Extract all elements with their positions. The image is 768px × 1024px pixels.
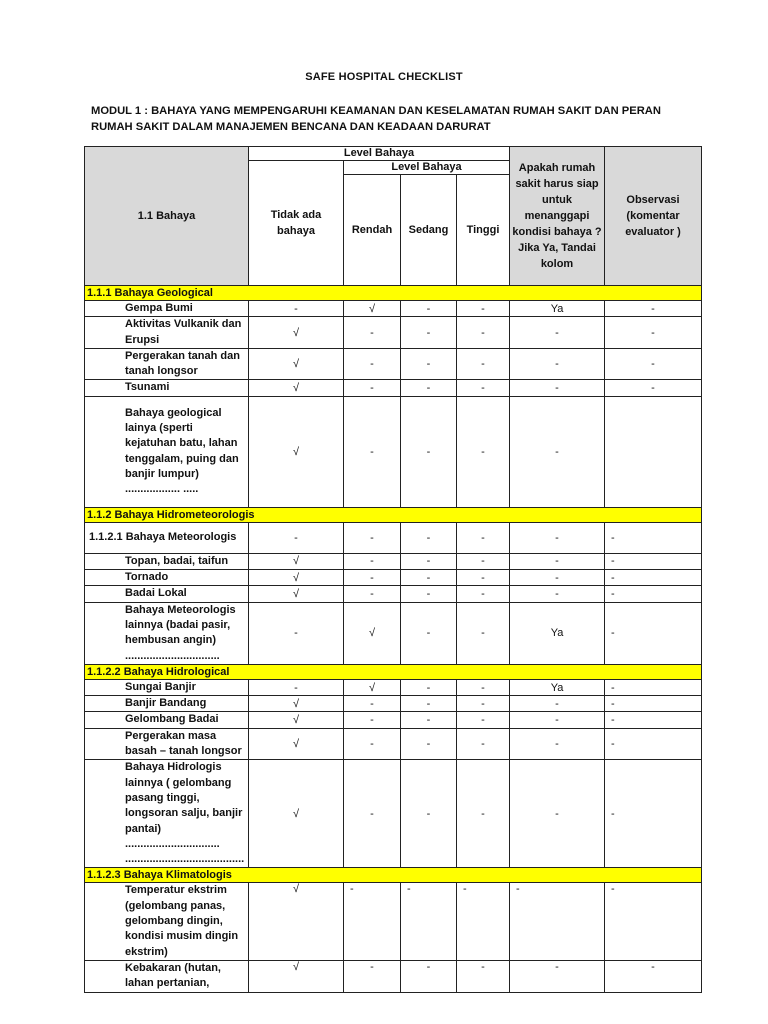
header-apakah: Apakah rumah sakit harus siap untuk menanggapi kondisi bahaya ? Jika Ya, Tandai kolom [510,147,605,286]
cell-observasi: - [605,960,702,992]
cell-tidak-ada: √ [249,396,344,507]
hazard-name: Bahaya Meteorologis lainnya (badai pasir, hembusan angin) ............................... [85,602,249,664]
cell-sedang: - [401,380,457,396]
table-row [85,679,702,695]
header-tinggi: Tinggi [457,175,510,286]
cell-tinggi: - [457,602,510,664]
table-header [85,147,702,286]
cell-tidak-ada: √ [249,586,344,602]
table-row [85,348,702,380]
section-row [85,286,702,301]
table-body [85,286,702,993]
cell-observasi: - [605,522,702,553]
cell-rendah: - [344,586,401,602]
cell-apakah: - [510,317,605,349]
cell-observasi: - [605,553,702,569]
cell-rendah: - [344,960,401,992]
cell-tinggi: - [457,728,510,760]
table-row [85,570,702,586]
cell-rendah: - [344,317,401,349]
hazard-name: Bahaya geological lainya (sperti kejatuhan batu, lahan tenggalam, puing dan banjir lumpur) .................. ..... [85,396,249,507]
section-label: 1.1.2.2 Bahaya Hidrological [85,664,702,679]
hazard-name: Aktivitas Vulkanik dan Erupsi [85,317,249,349]
hazard-name: 1.1.2.1 Bahaya Meteorologis [85,522,249,553]
cell-observasi: - [605,301,702,317]
cell-observasi: - [605,586,702,602]
table-row [85,380,702,396]
hazard-name: Topan, badai, taifun [85,553,249,569]
cell-apakah: - [510,396,605,507]
cell-observasi: - [605,570,702,586]
table-row [85,960,702,992]
cell-tinggi: - [457,380,510,396]
cell-apakah: - [510,348,605,380]
cell-tidak-ada: √ [249,960,344,992]
section-label: 1.1.2.3 Bahaya Klimatologis [85,868,702,883]
document-title: SAFE HOSPITAL CHECKLIST [305,71,463,83]
cell-observasi: - [605,728,702,760]
cell-observasi: - [605,696,702,712]
cell-observasi: - [605,760,702,868]
cell-tinggi: - [457,679,510,695]
cell-tidak-ada: √ [249,728,344,760]
cell-sedang: - [401,301,457,317]
cell-rendah: - [344,760,401,868]
cell-tidak-ada: √ [249,317,344,349]
header-level-bahaya-sub: Level Bahaya [344,161,510,175]
hazard-name: Gempa Bumi [85,301,249,317]
cell-tinggi: - [457,396,510,507]
section-row [85,868,702,883]
cell-sedang: - [401,317,457,349]
hazard-name: Pergerakan masa basah – tanah longsor [85,728,249,760]
cell-rendah: - [344,696,401,712]
cell-sedang: - [401,602,457,664]
cell-tinggi: - [457,570,510,586]
table-row [85,760,702,868]
cell-apakah: - [510,570,605,586]
header-tidak-ada: Tidak ada bahaya [249,161,344,286]
cell-sedang: - [401,348,457,380]
hazard-name: Temperatur ekstrim (gelombang panas, gelombang dingin, kondisi musim dingin ekstrim) [85,883,249,960]
header-level-bahaya: Level Bahaya [249,147,510,161]
cell-sedang: - [401,553,457,569]
table-row [85,301,702,317]
cell-sedang: - [401,760,457,868]
cell-tinggi: - [457,696,510,712]
table-row [85,586,702,602]
cell-tidak-ada: √ [249,553,344,569]
cell-tinggi: - [457,317,510,349]
cell-sedang: - [401,728,457,760]
hazard-name: Sungai Banjir [85,679,249,695]
cell-sedang: - [401,960,457,992]
header-observasi: Observasi (komentar evaluator ) [605,147,702,286]
cell-sedang: - [401,396,457,507]
cell-apakah: - [510,586,605,602]
section-row [85,664,702,679]
cell-tidak-ada: √ [249,883,344,960]
cell-tidak-ada: √ [249,760,344,868]
cell-observasi [605,396,702,507]
cell-rendah: √ [344,602,401,664]
table-row [85,696,702,712]
table-row [85,317,702,349]
cell-observasi: - [605,679,702,695]
cell-tidak-ada: √ [249,696,344,712]
cell-apakah: - [510,553,605,569]
hazard-name: Kebakaran (hutan, lahan pertanian, [85,960,249,992]
table-row [85,712,702,728]
cell-observasi: - [605,712,702,728]
hazard-name: Banjir Bandang [85,696,249,712]
cell-apakah: - [510,728,605,760]
cell-tidak-ada: √ [249,380,344,396]
hazard-name: Bahaya Hidrologis lainnya ( gelombang pasang tinggi, longsoran salju, banjir pantai) ............................... ....................................... [85,760,249,868]
cell-sedang: - [401,522,457,553]
cell-tidak-ada: - [249,679,344,695]
cell-tinggi: - [457,553,510,569]
cell-tinggi: - [457,760,510,868]
cell-rendah: - [344,522,401,553]
cell-rendah: - [344,348,401,380]
hazard-name: Tsunami [85,380,249,396]
cell-rendah: - [344,396,401,507]
cell-observasi: - [605,602,702,664]
cell-tinggi: - [457,712,510,728]
cell-rendah: - [344,883,401,960]
cell-sedang: - [401,570,457,586]
cell-tidak-ada: √ [249,712,344,728]
table-row [85,396,702,507]
cell-rendah: - [344,728,401,760]
cell-apakah: Ya [510,602,605,664]
cell-rendah: - [344,570,401,586]
cell-tinggi: - [457,960,510,992]
table-row [85,602,702,664]
module-title: MODUL 1 : BAHAYA YANG MEMPENGARUHI KEAMANAN DAN KESELAMATAN RUMAH SAKIT DAN PERAN RUMAH SAKIT DALAM MANAJEMEN BENCANA DAN KEADAAN DARURAT [91,105,661,133]
cell-apakah: - [510,760,605,868]
cell-rendah: √ [344,679,401,695]
table-row [85,728,702,760]
cell-observasi: - [605,317,702,349]
cell-sedang: - [401,696,457,712]
hazard-name: Badai Lokal [85,586,249,602]
cell-apakah: - [510,380,605,396]
cell-apakah: - [510,696,605,712]
cell-observasi: - [605,883,702,960]
cell-apakah: - [510,712,605,728]
section-row [85,507,702,522]
header-sedang: Sedang [401,175,457,286]
section-label: 1.1.1 Bahaya Geological [85,286,702,301]
table-row [85,883,702,960]
cell-tidak-ada: - [249,301,344,317]
cell-tinggi: - [457,522,510,553]
cell-tidak-ada: √ [249,348,344,380]
cell-apakah: Ya [510,679,605,695]
cell-observasi: - [605,348,702,380]
cell-tinggi: - [457,301,510,317]
cell-tidak-ada: - [249,602,344,664]
checklist-table [84,146,702,993]
cell-apakah: - [510,883,605,960]
cell-apakah: - [510,960,605,992]
header-rendah: Rendah [344,175,401,286]
cell-rendah: √ [344,301,401,317]
cell-observasi: - [605,380,702,396]
cell-apakah: - [510,522,605,553]
table-row [85,553,702,569]
header-bahaya: 1.1 Bahaya [85,147,249,286]
cell-rendah: - [344,380,401,396]
cell-tidak-ada: - [249,522,344,553]
cell-sedang: - [401,712,457,728]
cell-tinggi: - [457,883,510,960]
cell-tidak-ada: √ [249,570,344,586]
section-label: 1.1.2 Bahaya Hidrometeorologis [85,507,702,522]
cell-rendah: - [344,712,401,728]
cell-sedang: - [401,586,457,602]
cell-sedang: - [401,883,457,960]
cell-sedang: - [401,679,457,695]
cell-tinggi: - [457,348,510,380]
table-row [85,522,702,553]
cell-apakah: Ya [510,301,605,317]
hazard-name: Gelombang Badai [85,712,249,728]
cell-rendah: - [344,553,401,569]
hazard-name: Pergerakan tanah dan tanah longsor [85,348,249,380]
hazard-name: Tornado [85,570,249,586]
cell-tinggi: - [457,586,510,602]
